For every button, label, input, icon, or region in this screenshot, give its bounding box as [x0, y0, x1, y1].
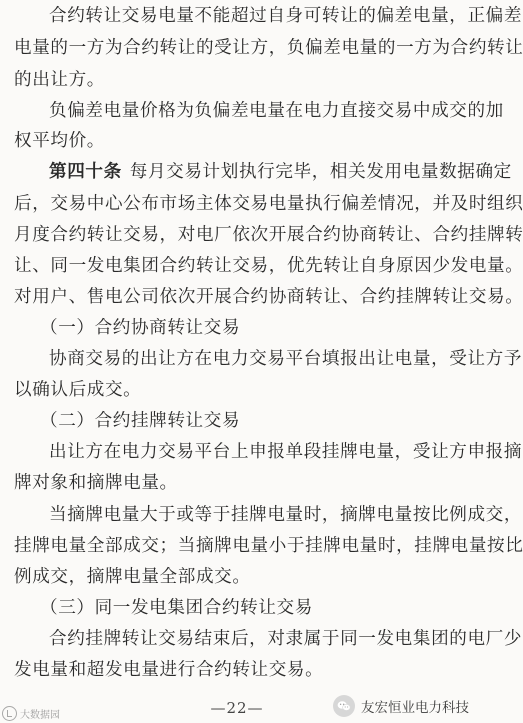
paragraph-line: 以确认后成交。 [14, 380, 142, 400]
article-first-line [49, 160, 512, 184]
paragraph-line: 出让方在电力交易平台上申报单段挂牌电量，受让方申报摘 [49, 442, 523, 462]
paragraph-line: 例成交，摘牌电量全部成交。 [14, 567, 251, 587]
paragraph-line: 后，交易中心公布市场主体交易电量执行偏差情况，并及时组织 [14, 194, 523, 214]
watermark-left [2, 705, 60, 721]
watermark-left-text: 大数据园 [20, 709, 60, 721]
paragraph-line: 挂牌电量全部成交；当摘牌电量小于挂牌电量时，挂牌电量按比 [14, 536, 523, 556]
paragraph-line: 协商交易的出让方在电力交易平台填报出让电量，受让方予 [49, 349, 523, 369]
paragraph-line: 的出让方。 [14, 70, 105, 90]
section-heading: （三）同一发电集团合约转让交易 [40, 598, 313, 618]
paragraph-line: 发电量和超发电量进行合约转让交易。 [14, 660, 324, 680]
paragraph-line: 对用户、售电公司依次开展合约协商转让、合约挂牌转让交易。 [14, 287, 523, 307]
paragraph-line: 合约挂牌转让交易结束后，对隶属于同一发电集团的电厂少 [49, 629, 523, 649]
paragraph-line: 权平均价。 [14, 131, 105, 151]
watermark-right-text: 友宏恒业电力科技 [361, 700, 469, 716]
paragraph-line: 牌对象和摘牌电量。 [14, 473, 178, 493]
paragraph-text: 每月交易计划执行完毕，相关发用电量数据确定 [129, 162, 512, 182]
paragraph-line: 合约转让交易电量不能超过自身可转让的偏差电量，正偏差 [49, 6, 523, 26]
paragraph-line: 负偏差电量价格为负偏差电量在电力直接交易中成交的加 [49, 101, 504, 121]
watermark-right [333, 694, 469, 718]
paragraph-line: 电量的一方为合约转让的受让方，负偏差电量的一方为合约转让 [14, 38, 523, 58]
paragraph-line: 月度合约转让交易，对电厂依次开展合约协商转让、合约挂牌转 [14, 225, 523, 245]
paragraph-line: 让、同一发电集团合约转让交易，优先转让自身原因少发电量。 [14, 256, 523, 276]
page-number: —22— [210, 699, 264, 717]
section-heading: （一）合约协商转让交易 [40, 318, 241, 338]
article-number: 第四十条 [49, 161, 122, 182]
wechat-logo-icon [333, 695, 355, 717]
checkmark-circle-icon [2, 706, 17, 721]
paragraph-line: 当摘牌电量大于或等于挂牌电量时，摘牌电量按比例成交， [49, 505, 523, 525]
section-heading: （二）合约挂牌转让交易 [40, 411, 241, 431]
